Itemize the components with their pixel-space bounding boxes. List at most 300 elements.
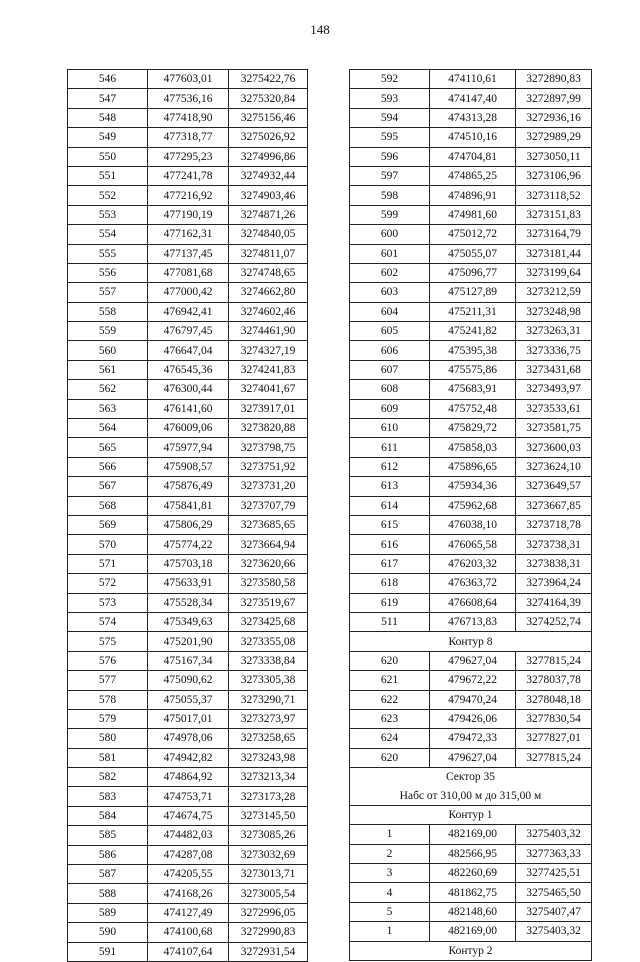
table-row: [350, 457, 592, 476]
y-coordinate: 3273248,98: [516, 302, 592, 321]
point-number: 551: [68, 166, 148, 185]
y-coordinate: 3273580,58: [229, 574, 308, 593]
table-row: [350, 844, 592, 863]
x-coordinate: 475349,63: [148, 612, 229, 631]
point-number: 582: [68, 768, 148, 787]
table-row: [68, 147, 308, 166]
y-coordinate: 3274996,86: [229, 147, 308, 166]
y-coordinate: 3273032,69: [229, 845, 308, 864]
point-number: 548: [68, 108, 148, 127]
x-coordinate: 474896,91: [430, 186, 516, 205]
table-row: [350, 593, 592, 612]
y-coordinate: 3272989,29: [516, 128, 592, 147]
x-coordinate: 475977,94: [148, 438, 229, 457]
point-number: 606: [350, 341, 430, 360]
point-number: 599: [350, 205, 430, 224]
point-number: 567: [68, 477, 148, 496]
point-number: 617: [350, 554, 430, 573]
point-number: 570: [68, 535, 148, 554]
y-coordinate: 3274932,44: [229, 166, 308, 185]
table-row: [350, 574, 592, 593]
point-number: 621: [350, 671, 430, 690]
point-number: 615: [350, 515, 430, 534]
table-row: [68, 419, 308, 438]
point-number: 578: [68, 690, 148, 709]
table-row: [350, 535, 592, 554]
x-coordinate: 482148,60: [430, 902, 516, 921]
table-row: [68, 283, 308, 302]
x-coordinate: 474205,55: [148, 865, 229, 884]
x-coordinate: 474100,68: [148, 923, 229, 942]
table-row: [350, 438, 592, 457]
section-header: Контур 2: [350, 941, 592, 960]
point-number: 592: [350, 70, 430, 89]
point-number: 559: [68, 322, 148, 341]
x-coordinate: 477000,42: [148, 283, 229, 302]
y-coordinate: 3273212,59: [516, 283, 592, 302]
table-row: [68, 535, 308, 554]
y-coordinate: 3273118,52: [516, 186, 592, 205]
y-coordinate: 3278048,18: [516, 690, 592, 709]
x-coordinate: 477536,16: [148, 89, 229, 108]
table-row: [350, 244, 592, 263]
y-coordinate: 3273533,61: [516, 399, 592, 418]
table-row: [350, 612, 592, 631]
point-number: 547: [68, 89, 148, 108]
point-number: 549: [68, 128, 148, 147]
point-number: 611: [350, 438, 430, 457]
y-coordinate: 3274041,67: [229, 380, 308, 399]
x-coordinate: 476363,72: [430, 574, 516, 593]
x-coordinate: 475896,65: [430, 457, 516, 476]
table-row: [68, 128, 308, 147]
point-number: 552: [68, 186, 148, 205]
x-coordinate: 476942,41: [148, 302, 229, 321]
x-coordinate: 474110,61: [430, 70, 516, 89]
y-coordinate: 3273581,75: [516, 419, 592, 438]
x-coordinate: 479426,06: [430, 709, 516, 728]
x-coordinate: 474753,71: [148, 787, 229, 806]
y-coordinate: 3274164,39: [516, 593, 592, 612]
y-coordinate: 3273820,88: [229, 419, 308, 438]
y-coordinate: 3277815,24: [516, 748, 592, 767]
y-coordinate: 3273685,65: [229, 515, 308, 534]
x-coordinate: 476797,45: [148, 322, 229, 341]
point-number: 560: [68, 341, 148, 360]
table-row: [68, 225, 308, 244]
x-coordinate: 477295,23: [148, 147, 229, 166]
y-coordinate: 3278037,78: [516, 671, 592, 690]
y-coordinate: 3273838,31: [516, 554, 592, 573]
point-number: 596: [350, 147, 430, 166]
table-row: [350, 89, 592, 108]
point-number: 594: [350, 108, 430, 127]
point-number: 569: [68, 515, 148, 534]
table-row: [350, 283, 592, 302]
table-row: [350, 515, 592, 534]
table-row: [68, 748, 308, 767]
x-coordinate: 475201,90: [148, 632, 229, 651]
y-coordinate: 3273917,01: [229, 399, 308, 418]
y-coordinate: 3272931,54: [229, 942, 308, 961]
y-coordinate: 3273173,28: [229, 787, 308, 806]
point-number: 612: [350, 457, 430, 476]
point-number: 607: [350, 360, 430, 379]
y-coordinate: 3273519,67: [229, 593, 308, 612]
x-coordinate: 482260,69: [430, 864, 516, 883]
section-header: Набс от 310,00 м до 315,00 м: [350, 786, 592, 805]
y-coordinate: 3274748,65: [229, 263, 308, 282]
x-coordinate: 481862,75: [430, 883, 516, 902]
table-row: [68, 166, 308, 185]
y-coordinate: 3274840,05: [229, 225, 308, 244]
x-coordinate: 475858,03: [430, 438, 516, 457]
section-header-row: [350, 805, 592, 824]
point-number: 619: [350, 593, 430, 612]
y-coordinate: 3273290,71: [229, 690, 308, 709]
y-coordinate: 3274811,07: [229, 244, 308, 263]
y-coordinate: 3273181,44: [516, 244, 592, 263]
table-row: [68, 205, 308, 224]
y-coordinate: 3275422,76: [229, 70, 308, 89]
point-number: 622: [350, 690, 430, 709]
table-row: [68, 612, 308, 631]
section-header-row: [350, 941, 592, 960]
y-coordinate: 3273798,75: [229, 438, 308, 457]
point-number: 568: [68, 496, 148, 515]
x-coordinate: 477190,19: [148, 205, 229, 224]
point-number: 613: [350, 477, 430, 496]
x-coordinate: 475241,82: [430, 322, 516, 341]
table-row: [68, 302, 308, 321]
table-row: [350, 419, 592, 438]
x-coordinate: 475167,34: [148, 651, 229, 670]
y-coordinate: 3273493,97: [516, 380, 592, 399]
point-number: 623: [350, 709, 430, 728]
point-number: 595: [350, 128, 430, 147]
table-row: [68, 438, 308, 457]
y-coordinate: 3273624,10: [516, 457, 592, 476]
table-row: [68, 884, 308, 903]
y-coordinate: 3275403,32: [516, 825, 592, 844]
x-coordinate: 476647,04: [148, 341, 229, 360]
y-coordinate: 3273425,68: [229, 612, 308, 631]
table-row: [350, 147, 592, 166]
point-number: 598: [350, 186, 430, 205]
point-number: 5: [350, 902, 430, 921]
table-row: [350, 864, 592, 883]
x-coordinate: 475395,38: [430, 341, 516, 360]
x-coordinate: 474865,25: [430, 166, 516, 185]
y-coordinate: 3277815,24: [516, 651, 592, 670]
x-coordinate: 475096,77: [430, 263, 516, 282]
table-row: [68, 593, 308, 612]
point-number: 571: [68, 554, 148, 573]
x-coordinate: 474510,16: [430, 128, 516, 147]
y-coordinate: 3273199,64: [516, 263, 592, 282]
table-row: [68, 554, 308, 573]
y-coordinate: 3272990,83: [229, 923, 308, 942]
point-number: 511: [350, 612, 430, 631]
point-number: 556: [68, 263, 148, 282]
x-coordinate: 477418,90: [148, 108, 229, 127]
table-row: [68, 903, 308, 922]
x-coordinate: 474864,92: [148, 768, 229, 787]
y-coordinate: 3275403,32: [516, 922, 592, 941]
table-row: [350, 166, 592, 185]
table-row: [350, 825, 592, 844]
y-coordinate: 3273600,03: [516, 438, 592, 457]
y-coordinate: 3274241,83: [229, 360, 308, 379]
x-coordinate: 475012,72: [430, 225, 516, 244]
table-row: [68, 632, 308, 651]
table-row: [68, 709, 308, 728]
y-coordinate: 3272897,99: [516, 89, 592, 108]
table-row: [350, 128, 592, 147]
y-coordinate: 3272936,16: [516, 108, 592, 127]
table-row: [350, 70, 592, 89]
x-coordinate: 475876,49: [148, 477, 229, 496]
table-row: [350, 225, 592, 244]
x-coordinate: 474287,08: [148, 845, 229, 864]
table-row: [350, 322, 592, 341]
point-number: 586: [68, 845, 148, 864]
x-coordinate: 477162,31: [148, 225, 229, 244]
section-header-row: [350, 632, 592, 651]
x-coordinate: 476009,06: [148, 419, 229, 438]
x-coordinate: 479472,33: [430, 729, 516, 748]
y-coordinate: 3273106,96: [516, 166, 592, 185]
x-coordinate: 477137,45: [148, 244, 229, 263]
y-coordinate: 3273431,68: [516, 360, 592, 379]
x-coordinate: 475703,18: [148, 554, 229, 573]
point-number: 579: [68, 709, 148, 728]
point-number: 591: [68, 942, 148, 961]
x-coordinate: 475752,48: [430, 399, 516, 418]
y-coordinate: 3277425,51: [516, 864, 592, 883]
table-row: [350, 883, 592, 902]
table-row: [350, 380, 592, 399]
point-number: 563: [68, 399, 148, 418]
table-row: [68, 865, 308, 884]
x-coordinate: 475841,81: [148, 496, 229, 515]
x-coordinate: 475683,91: [430, 380, 516, 399]
table-row: [68, 186, 308, 205]
x-coordinate: 474482,03: [148, 826, 229, 845]
y-coordinate: 3273336,75: [516, 341, 592, 360]
point-number: 620: [350, 651, 430, 670]
y-coordinate: 3277363,33: [516, 844, 592, 863]
x-coordinate: 476141,60: [148, 399, 229, 418]
point-number: 572: [68, 574, 148, 593]
y-coordinate: 3273664,94: [229, 535, 308, 554]
point-number: 600: [350, 225, 430, 244]
table-row: [68, 515, 308, 534]
x-coordinate: 476713,83: [430, 612, 516, 631]
y-coordinate: 3273305,38: [229, 671, 308, 690]
table-row: [350, 651, 592, 670]
y-coordinate: 3274327,19: [229, 341, 308, 360]
x-coordinate: 482566,95: [430, 844, 516, 863]
table-row: [68, 942, 308, 961]
point-number: 581: [68, 748, 148, 767]
point-number: 574: [68, 612, 148, 631]
x-coordinate: 475055,37: [148, 690, 229, 709]
point-number: 618: [350, 574, 430, 593]
table-row: [350, 671, 592, 690]
table-row: [68, 671, 308, 690]
table-row: [68, 826, 308, 845]
y-coordinate: 3273273,97: [229, 709, 308, 728]
x-coordinate: 476065,58: [430, 535, 516, 554]
table-row: [68, 108, 308, 127]
table-row: [68, 89, 308, 108]
x-coordinate: 476203,32: [430, 554, 516, 573]
table-row: [350, 496, 592, 515]
point-number: 577: [68, 671, 148, 690]
point-number: 566: [68, 457, 148, 476]
point-number: 565: [68, 438, 148, 457]
point-number: 588: [68, 884, 148, 903]
table-row: [350, 709, 592, 728]
table-row: [68, 729, 308, 748]
point-number: 558: [68, 302, 148, 321]
point-number: 580: [68, 729, 148, 748]
point-number: 602: [350, 263, 430, 282]
x-coordinate: 475908,57: [148, 457, 229, 476]
table-row: [68, 768, 308, 787]
x-coordinate: 475829,72: [430, 419, 516, 438]
y-coordinate: 3273964,24: [516, 574, 592, 593]
y-coordinate: 3273213,34: [229, 768, 308, 787]
point-number: 550: [68, 147, 148, 166]
x-coordinate: 477081,68: [148, 263, 229, 282]
point-number: 557: [68, 283, 148, 302]
x-coordinate: 479672,22: [430, 671, 516, 690]
point-number: 593: [350, 89, 430, 108]
x-coordinate: 474978,06: [148, 729, 229, 748]
x-coordinate: 482169,00: [430, 922, 516, 941]
point-number: 546: [68, 70, 148, 89]
point-number: 610: [350, 419, 430, 438]
y-coordinate: 3273667,85: [516, 496, 592, 515]
table-row: [68, 360, 308, 379]
y-coordinate: 3273718,78: [516, 515, 592, 534]
x-coordinate: 475127,89: [430, 283, 516, 302]
y-coordinate: 3274903,46: [229, 186, 308, 205]
x-coordinate: 475090,62: [148, 671, 229, 690]
point-number: 597: [350, 166, 430, 185]
point-number: 589: [68, 903, 148, 922]
left-coordinates-table: [67, 69, 308, 962]
section-header: Контур 1: [350, 805, 592, 824]
point-number: 3: [350, 864, 430, 883]
point-number: 576: [68, 651, 148, 670]
page-number: 148: [310, 22, 330, 37]
point-number: 554: [68, 225, 148, 244]
y-coordinate: 3274252,74: [516, 612, 592, 631]
table-row: [350, 108, 592, 127]
y-coordinate: 3277830,54: [516, 709, 592, 728]
y-coordinate: 3273338,84: [229, 651, 308, 670]
table-row: [350, 205, 592, 224]
x-coordinate: 475633,91: [148, 574, 229, 593]
table-row: [350, 690, 592, 709]
x-coordinate: 474107,64: [148, 942, 229, 961]
y-coordinate: 3277827,01: [516, 729, 592, 748]
x-coordinate: 474981,60: [430, 205, 516, 224]
table-row: [350, 399, 592, 418]
point-number: 603: [350, 283, 430, 302]
table-row: [68, 380, 308, 399]
x-coordinate: 475806,29: [148, 515, 229, 534]
y-coordinate: 3273649,57: [516, 477, 592, 496]
point-number: 561: [68, 360, 148, 379]
y-coordinate: 3273085,26: [229, 826, 308, 845]
x-coordinate: 482169,00: [430, 825, 516, 844]
y-coordinate: 3273151,83: [516, 205, 592, 224]
point-number: 604: [350, 302, 430, 321]
point-number: 555: [68, 244, 148, 263]
y-coordinate: 3275465,50: [516, 883, 592, 902]
y-coordinate: 3272890,83: [516, 70, 592, 89]
x-coordinate: 479627,04: [430, 748, 516, 767]
point-number: 1: [350, 825, 430, 844]
table-row: [350, 729, 592, 748]
y-coordinate: 3273263,31: [516, 322, 592, 341]
point-number: 624: [350, 729, 430, 748]
table-row: [350, 922, 592, 941]
point-number: 614: [350, 496, 430, 515]
table-row: [68, 399, 308, 418]
point-number: 562: [68, 380, 148, 399]
table-row: [350, 186, 592, 205]
x-coordinate: 475962,68: [430, 496, 516, 515]
table-row: [68, 574, 308, 593]
x-coordinate: 475211,31: [430, 302, 516, 321]
point-number: 587: [68, 865, 148, 884]
x-coordinate: 474674,75: [148, 806, 229, 825]
y-coordinate: 3275320,84: [229, 89, 308, 108]
table-row: [68, 787, 308, 806]
point-number: 564: [68, 419, 148, 438]
point-number: 4: [350, 883, 430, 902]
y-coordinate: 3272996,05: [229, 903, 308, 922]
point-number: 573: [68, 593, 148, 612]
y-coordinate: 3275026,92: [229, 128, 308, 147]
x-coordinate: 474942,82: [148, 748, 229, 767]
table-row: [68, 690, 308, 709]
section-header-row: [350, 786, 592, 805]
x-coordinate: 477603,01: [148, 70, 229, 89]
table-row: [350, 748, 592, 767]
table-row: [350, 360, 592, 379]
y-coordinate: 3275156,46: [229, 108, 308, 127]
table-row: [350, 902, 592, 921]
table-row: [68, 845, 308, 864]
y-coordinate: 3273050,11: [516, 147, 592, 166]
y-coordinate: 3273620,66: [229, 554, 308, 573]
x-coordinate: 476608,64: [430, 593, 516, 612]
x-coordinate: 477318,77: [148, 128, 229, 147]
right-coordinates-table: [349, 69, 592, 961]
table-row: [350, 263, 592, 282]
x-coordinate: 479470,24: [430, 690, 516, 709]
y-coordinate: 3273707,79: [229, 496, 308, 515]
table-row: [68, 923, 308, 942]
x-coordinate: 477241,78: [148, 166, 229, 185]
table-row: [350, 554, 592, 573]
